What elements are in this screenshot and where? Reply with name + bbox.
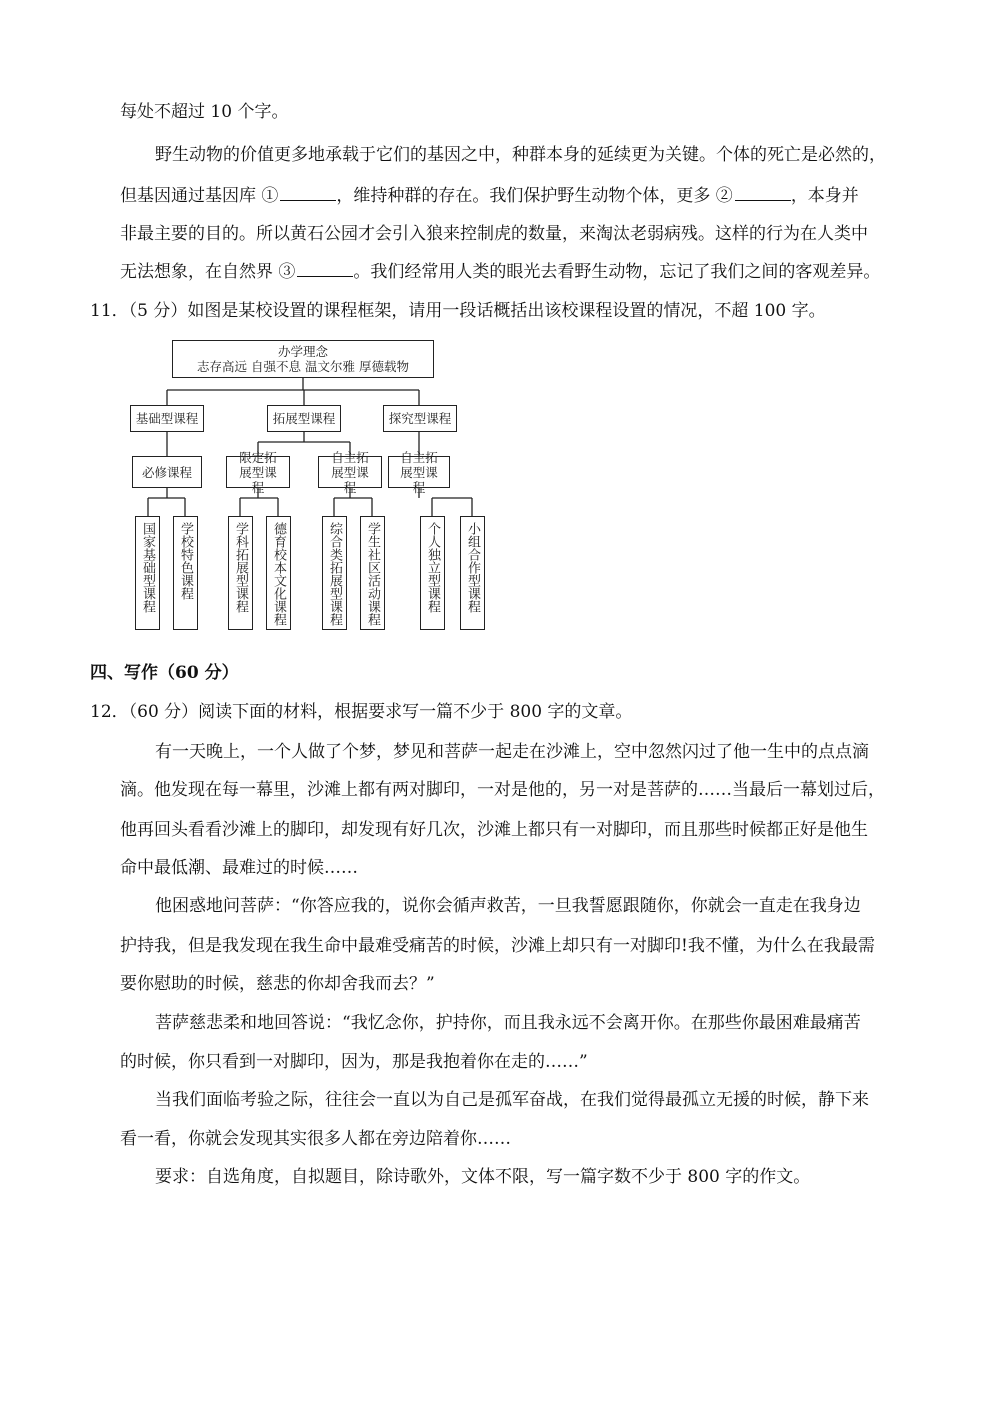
q11-prompt: 11．（5 分）如图是某校设置的课程框架，请用一段话概括出该校课程设置的情况，不超 100 字。	[90, 301, 826, 321]
philosophy-title: 办学理念	[277, 344, 328, 359]
q12-para2-line: 他困惑地问菩萨：“你答应我的，说你会循声救苦，一旦我誓愿跟随你，你就会一直走在我身边	[155, 896, 861, 916]
level2-self-extended-inquiry: 自主拓展型课程	[388, 456, 450, 488]
leaf-national-basic: 国家基础型课程	[135, 516, 160, 630]
q10-line-0: 每处不超过 10 个字。	[120, 102, 289, 122]
q12-para3-line: 的时候，你只看到一对脚印，因为，那是我抱着你在走的……”	[120, 1052, 588, 1072]
level1-extended: 拓展型课程	[267, 405, 341, 432]
blank-1[interactable]	[280, 184, 336, 201]
level2-required: 必修课程	[132, 456, 202, 488]
blank-2[interactable]	[735, 184, 791, 201]
level2-self-extended: 自主拓展型课程	[318, 456, 382, 488]
q10-text: 但基因通过基因库 ①	[120, 186, 279, 206]
leaf-group-cooperation: 小组合作型课程	[460, 516, 485, 630]
section-title: 四、写作（60 分）	[90, 663, 239, 683]
q10-text: 。我们经常用人类的眼光去看野生动物，忘记了我们之间的客观差异。	[353, 262, 881, 282]
leaf-community-activity: 学生社区活动课程	[360, 516, 385, 630]
q12-para4-line: 看一看，你就会发现其实很多人都在旁边陪着你……	[120, 1129, 511, 1149]
leaf-school-featured: 学校特色课程	[173, 516, 198, 630]
blank-3[interactable]	[297, 260, 353, 277]
q12-para1-line: 命中最低潮、最难过的时候……	[120, 858, 358, 878]
q10-passage-line-2	[120, 184, 859, 208]
q10-passage-line-4	[120, 260, 880, 284]
course-framework-diagram	[130, 338, 492, 634]
q10-text: 无法想象，在自然界 ③	[120, 262, 296, 282]
q12-para1-line: 他再回头看看沙滩上的脚印，却发现有好几次，沙滩上都只有一对脚印，而且那些时候都正好是他生	[120, 820, 868, 840]
leaf-individual: 个人独立型课程	[420, 516, 445, 630]
level2-limited-extended: 限定拓展型课程	[226, 456, 290, 488]
q10-text: ，维持种群的存在。我们保护野生动物个体，更多 ②	[336, 186, 733, 206]
q12-para2-line: 要你慰助的时候，慈悲的你却舍我而去？”	[120, 974, 435, 994]
leaf-comprehensive: 综合类拓展型课程	[322, 516, 347, 630]
level1-inquiry: 探究型课程	[383, 405, 457, 432]
leaf-subject-extended: 学科拓展型课程	[228, 516, 253, 630]
top-philosophy-box	[172, 340, 434, 378]
q12-prompt: 12．（60 分）阅读下面的材料，根据要求写一篇不少于 800 字的文章。	[90, 702, 633, 722]
q12-para2-line: 护持我，但是我发现在我生命中最难受痛苦的时候，沙滩上却只有一对脚印!我不懂，为什么在我最需	[120, 936, 875, 956]
q12-para4-line: 当我们面临考验之际，往往会一直以为自己是孤军奋战，在我们觉得最孤立无援的时候，静下来	[155, 1090, 869, 1110]
q12-para1-line: 有一天晚上，一个人做了个梦，梦见和菩萨一起走在沙滩上，空中忽然闪过了他一生中的点点滴	[155, 742, 869, 762]
q12-para1-line: 滴。他发现在每一幕里，沙滩上都有两对脚印，一对是他的，另一对是菩萨的……当最后一幕划过后，	[120, 780, 885, 800]
leaf-moral-culture: 德育校本文化课程	[266, 516, 291, 630]
q10-passage-line-3: 非最主要的目的。所以黄石公园才会引入狼来控制虎的数量，来淘汰老弱病残。这样的行为在人类中	[120, 224, 868, 244]
q12-requirement: 要求：自选角度，自拟题目，除诗歌外，文体不限，写一篇字数不少于 800 字的作文。	[155, 1167, 811, 1187]
q10-passage-line-1: 野生动物的价值更多地承载于它们的基因之中，种群本身的延续更为关键。个体的死亡是必然的，	[155, 145, 886, 165]
level1-basic: 基础型课程	[130, 405, 204, 432]
philosophy-motto: 志存高远 自强不息 温文尔雅 厚德载物	[197, 359, 409, 374]
q12-para3-line: 菩萨慈悲柔和地回答说：“我忆念你，护持你，而且我永远不会离开你。在那些你最困难最痛苦	[155, 1013, 861, 1033]
q10-text: ，本身并	[790, 186, 859, 206]
